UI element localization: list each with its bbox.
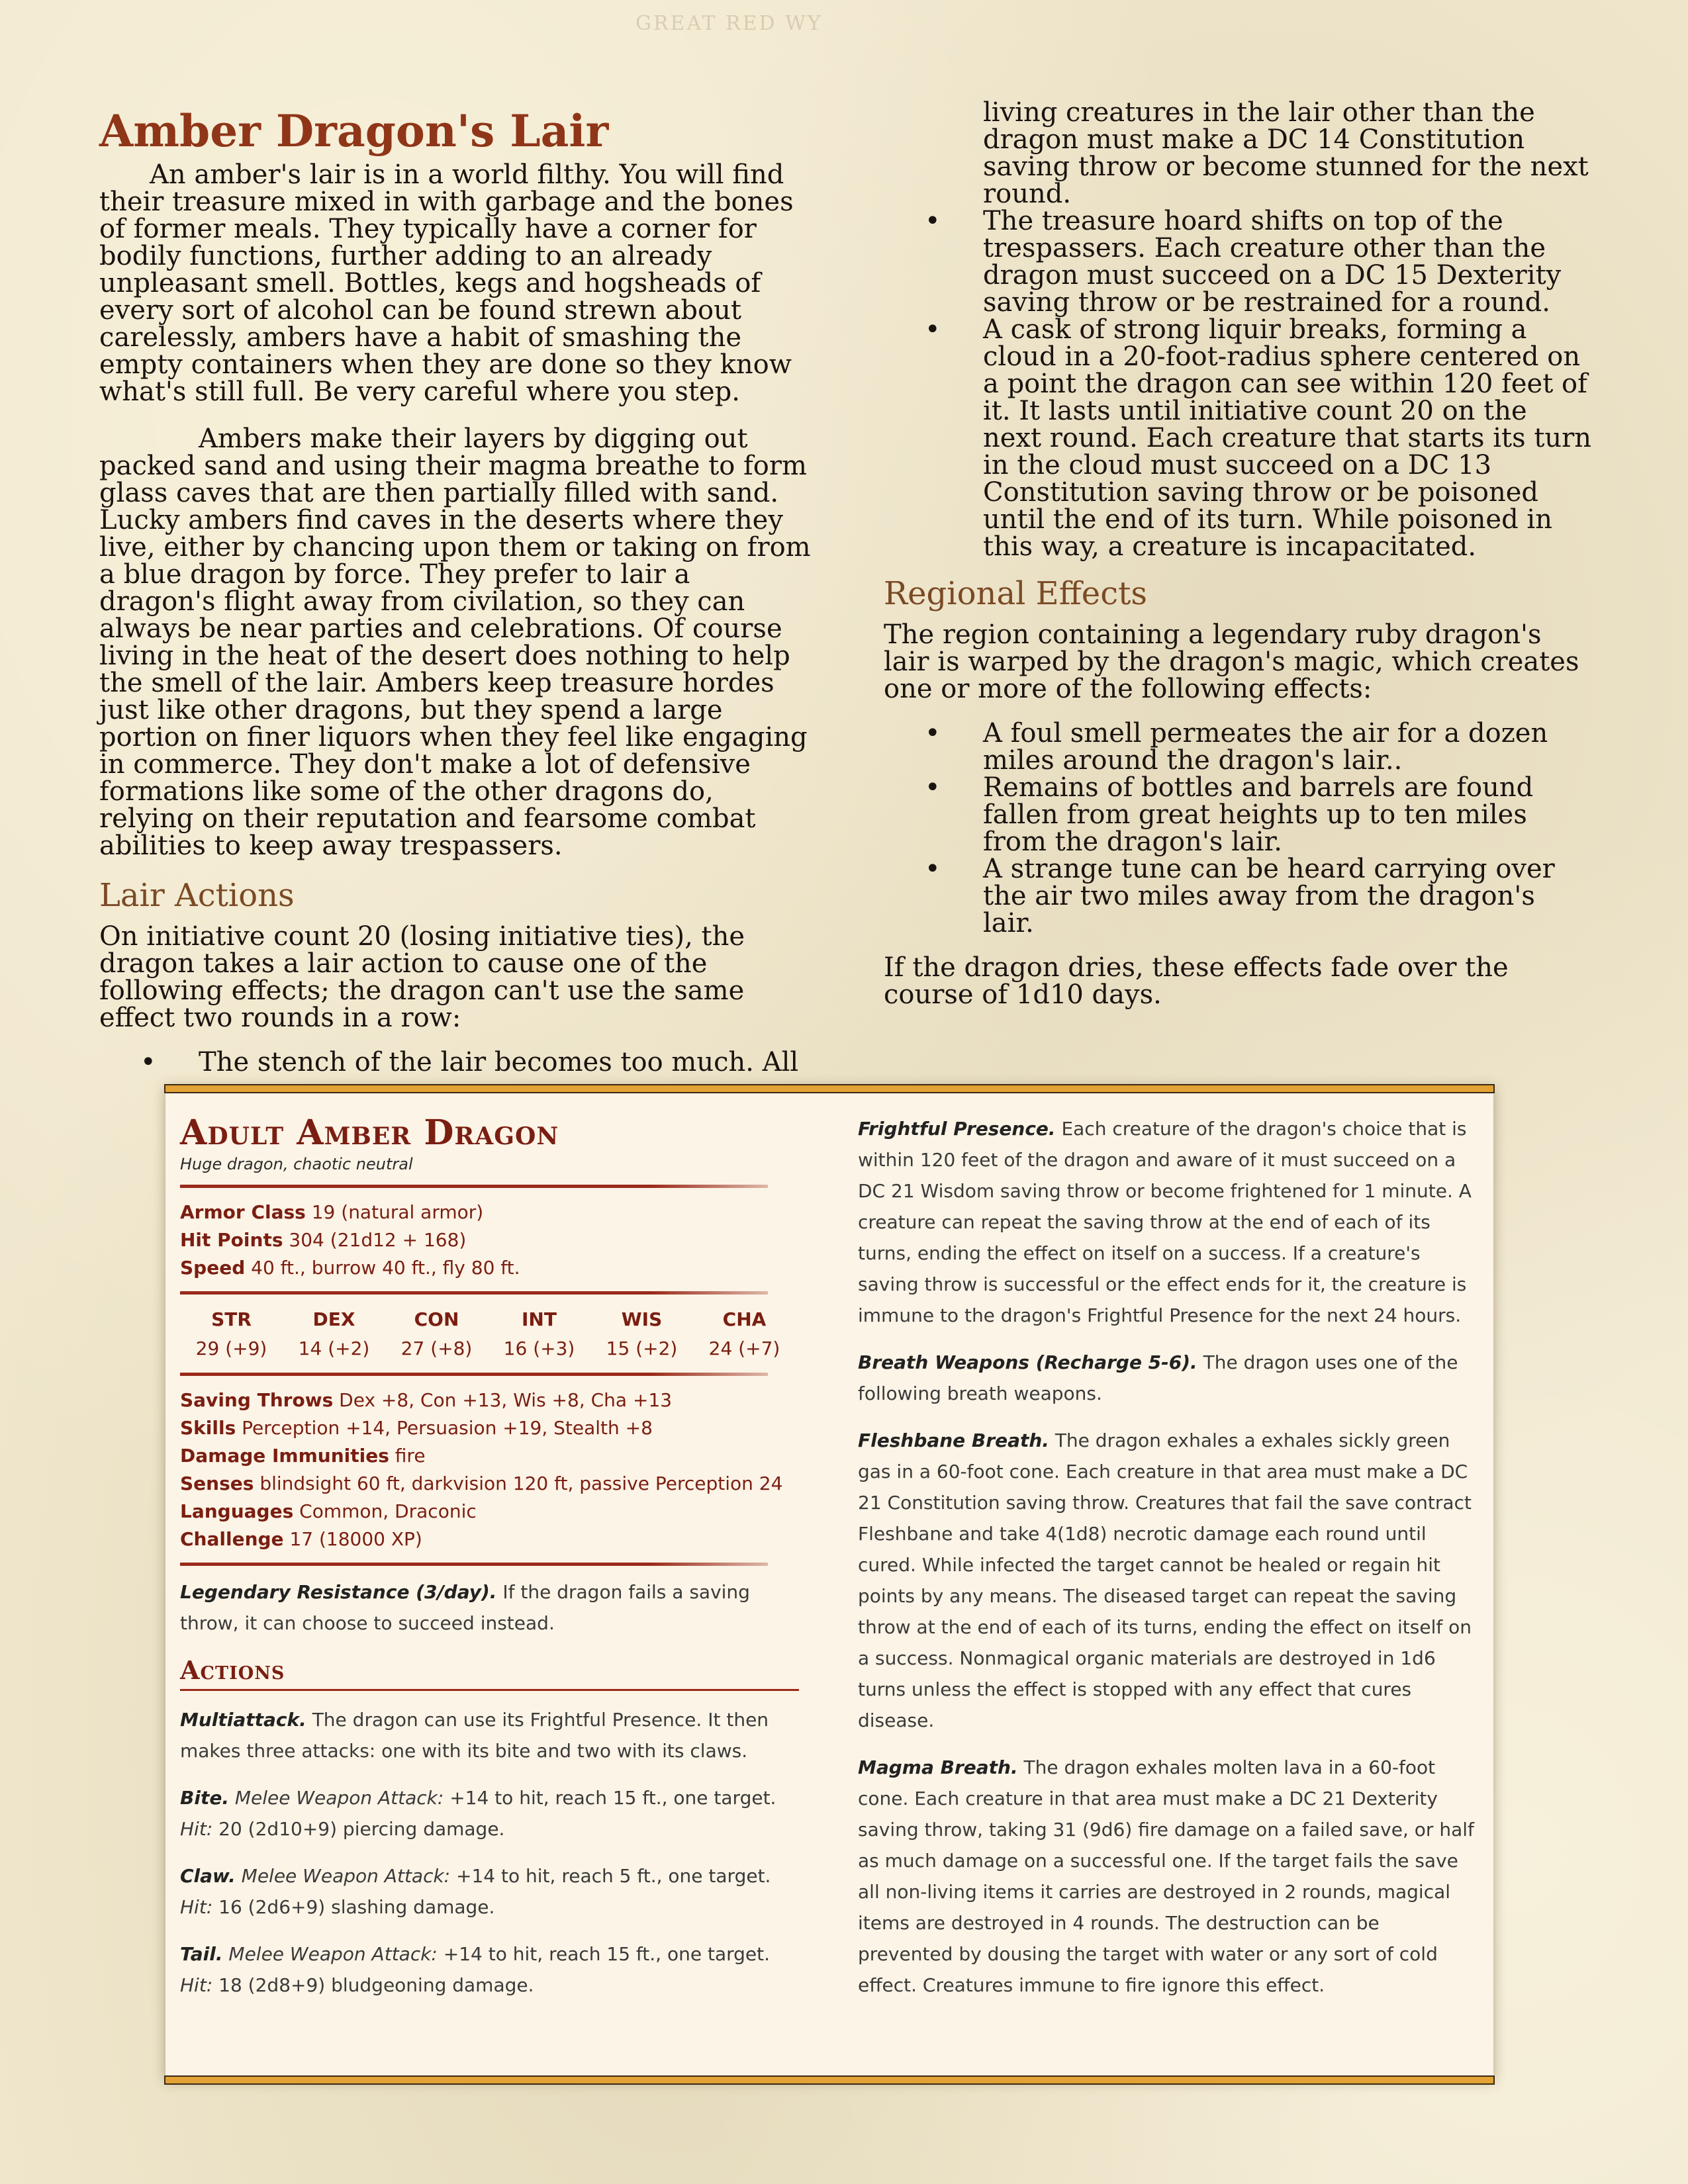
hit-label: Hit: [180,1896,213,1918]
hit-points-label: Hit Points [180,1229,283,1251]
speed-value: 40 ft., burrow 40 ft., fly 80 ft. [251,1257,520,1279]
regional-effects-intro: The region containing a legendary ruby dragon's lair is warped by the dragon's magic, which creates one or more of the following effects: [884,619,1579,704]
action-bite [180,1782,802,1844]
lair-intro-paragraph-2: Ambers make their layers by digging out packed sand and using their magma breathe to form glass caves that are then partially filled with sand. Lucky ambers find caves in the deserts where they live, either by chancing upon them or taking on from a blue dragon by force. They prefer to lair a dragon's flight away from civilation, so they can always be near parties and celebrations. Of course living in the heat of the desert does nothing to help the smell of the lair. Ambers keep treasure hordes just like other dragons, but they spend a large portion on finer liquors when they feel like engaging in commerce. They don't make a lot of defensive formations like some of the other dragons do, relying on their reputation and fearsome combat abilities to keep away trespassers. [99,424,811,861]
ability-score: 16 (+3) [503,1338,575,1359]
challenge-value: 17 (18000 XP) [289,1528,422,1550]
action-multiattack [180,1704,802,1766]
action-breath-weapons [858,1347,1480,1409]
ability-dex [283,1305,385,1363]
attack-text: +14 to hit, reach 15 ft., one target. [437,1943,771,1965]
action-claw [180,1860,802,1923]
damage-immunities [180,1442,802,1470]
regional-effects-heading: Regional Effects [884,575,1148,612]
monster-type: Huge dragon, chaotic neutral [180,1155,413,1173]
action-fleshbane-breath [858,1425,1480,1736]
bullet-icon: • [140,1047,156,1077]
damage-text: 20 (2d10+9) piercing damage. [212,1818,505,1840]
regional-effect-text: Remains of bottles and barrels are found fallen from great heights up to ten miles from the dragon's lair. [983,772,1534,857]
challenge [180,1525,802,1553]
stat-block-bottom-bar [164,2075,1495,2085]
regional-effect-item [884,774,1592,856]
regional-effect-item [884,856,1592,937]
ability-con [385,1305,488,1363]
action-name: Claw. [180,1865,236,1887]
ability-wis [590,1305,693,1363]
action-name: Breath Weapons (Recharge 5-6). [858,1351,1197,1373]
bullet-icon: • [925,206,941,236]
action-magma-breath [858,1752,1480,2001]
lair-intro-paragraph-1: An amber's lair is in a world filthy. You will find their treasure mixed in with garbage and the bones of former meals. They typically have a corner for bodily functions, further adding to an already unpleasant smell. Bottles, kegs and hogsheads of every sort of alcohol can be found strewn about carelessly, ambers have a habit of smashing the empty containers when they are done so they know what's still full. Be very careful where you step. [99,159,794,407]
speed-label: Speed [180,1257,246,1279]
ability-score: 14 (+2) [298,1338,370,1359]
regional-effect-text: A strange tune can be heard carrying over the air two miles away from the dragon's lair. [983,854,1555,938]
bullet-icon: • [925,854,941,884]
armor-class [180,1199,802,1226]
attack-text: +14 to hit, reach 5 ft., one target. [450,1865,771,1887]
lair-action-item [884,316,1592,561]
action-name: Tail. [180,1943,223,1965]
action-text: The dragon uses one of the following breath weapons. [858,1351,1458,1404]
armor-class-label: Armor Class [180,1201,306,1223]
regional-effects-list [884,720,1592,937]
ability-int [488,1305,590,1363]
damage-immunities-label: Damage Immunities [180,1445,389,1467]
lair-actions-list-continued [884,208,1592,561]
speed [180,1254,802,1282]
lair-action-3: A cask of strong liquir breaks, forming a cloud in a 20-foot-radius sphere centered on a point the dragon can see within 120 feet of it. It lasts until initiative count 20 on the next round. Each creature that starts its turn in the cloud must succeed on a DC 13 Constitution saving throw or be poisoned until the end of its turn. While poisoned in this way, a creature is incapacitated. [983,314,1592,562]
legendary-resistance-name: Legendary Resistance (3/day). [180,1581,497,1603]
stat-block-right-column [858,1113,1480,2017]
lair-title: Amber Dragon's Lair [99,105,609,157]
action-name: Magma Breath. [858,1756,1018,1778]
languages-label: Languages [180,1500,294,1522]
skills [180,1414,802,1442]
senses [180,1470,802,1498]
challenge-label: Challenge [180,1528,284,1550]
monster-name: Adult Amber Dragon [180,1113,559,1153]
lair-action-2: The treasure hoard shifts on top of the trespassers. Each creature other than the dragon must succeed on a DC 15 Dexterity saving throw or be restrained for a round. [983,206,1562,318]
skills-label: Skills [180,1417,236,1439]
action-text: Each creature of the dragon's choice that is within 120 feet of the dragon and aware of it must succeed on a DC 21 Wisdom saving throw or become frightened for 1 minute. A creature can repeat the saving throw at the end of each of its turns, ending the effect on itself on a success. If a creature's saving throw is successful or the effect ends for it, the creature is immune to the dragon's Frightful Presence for the next 24 hours. [858,1118,1472,1326]
attack-type: Melee Weapon Attack: [222,1943,438,1965]
ability-name: INT [522,1308,557,1330]
ability-name: WIS [621,1308,663,1330]
saving-throws [180,1387,802,1414]
regional-effect-item [884,720,1592,774]
ability-name: DEX [312,1308,355,1330]
lair-actions-heading: Lair Actions [99,877,295,914]
hit-label: Hit: [180,1974,213,1996]
lair-action-1-start: The stench of the lair becomes too much. All [199,1047,799,1077]
regional-effects-outro: If the dragon dries, these effects fade over the course of 1d10 days. [884,952,1509,1010]
action-name: Multiattack. [180,1709,306,1731]
actions-divider [180,1689,799,1691]
lair-actions-list [99,1049,814,1076]
right-column [884,99,1592,1009]
attack-text: +14 to hit, reach 15 ft., one target. [444,1787,776,1809]
action-text: The dragon can use its Frightful Presence. It then makes three attacks: one with its bite and two with its claws. [180,1709,769,1762]
bullet-icon: • [925,718,941,749]
action-name: Frightful Presence. [858,1118,1056,1140]
damage-immunities-value: fire [395,1445,426,1467]
languages-value: Common, Draconic [299,1500,477,1522]
divider [180,1185,768,1188]
armor-class-value: 19 (natural armor) [311,1201,484,1223]
stat-block [165,1088,1493,2081]
actions-heading: Actions [180,1655,285,1685]
bullet-icon: • [925,772,941,803]
action-tail [180,1938,802,2001]
ability-score: 29 (+9) [195,1338,267,1359]
attack-type: Melee Weapon Attack: [228,1787,444,1809]
action-name: Bite. [180,1787,229,1809]
legendary-resistance-text: If the dragon fails a saving throw, it can choose to succeed instead. [180,1581,750,1634]
attack-type: Melee Weapon Attack: [235,1865,451,1887]
legendary-resistance [180,1576,802,1639]
senses-value: blindsight 60 ft, darkvision 120 ft, passive Perception 24 [259,1473,783,1494]
divider [180,1373,768,1376]
ability-name: CHA [722,1308,767,1330]
stat-block-top-bar [164,1084,1495,1093]
senses-label: Senses [180,1473,254,1494]
ability-str [180,1305,283,1363]
damage-text: 16 (2d6+9) slashing damage. [212,1896,495,1918]
action-name: Fleshbane Breath. [858,1430,1049,1451]
damage-text: 18 (2d8+9) bludgeoning damage. [212,1974,534,1996]
action-frightful-presence [858,1113,1480,1331]
hit-label: Hit: [180,1818,213,1840]
lair-action-item [884,208,1592,316]
divider [180,1291,768,1295]
action-text: The dragon exhales molten lava in a 60-foot cone. Each creature in that area must make a DC 21 Dexterity saving throw, taking 31 (9d6) fire damage on a failed save, or half as much damage on a successful one. If the target fails the save all non-living items it carries are destroyed in 2 rounds, magical items are destroyed in 4 rounds. The destruction can be prevented by dousing the target with water or any sort of cold effect. Creatures immune to fire ignore this effect. [858,1756,1474,1996]
header-watermark: GREAT RED WY [635,12,823,35]
regional-effect-text: A foul smell permeates the air for a dozen miles around the dragon's lair.. [983,718,1548,776]
hit-points [180,1226,802,1254]
action-text: The dragon exhales a exhales sickly green gas in a 60-foot cone. Each creature in that area must make a DC 21 Constitution saving throw. Creatures that fail the save contract Fleshbane and take 4(1d8) necrotic damage each round until cured. While infected the target cannot be healed or regain hit points by any means. The diseased target can repeat the saving throw at the end of each of its turns, ending the effect on itself on a success. Nonmagical organic materials are destroyed in 1d6 turns unless the effect is stopped with any effect that cures disease. [858,1430,1472,1731]
lair-action-item [99,1049,814,1076]
hit-points-value: 304 (21d12 + 168) [289,1229,467,1251]
saving-throws-value: Dex +8, Con +13, Wis +8, Cha +13 [339,1389,673,1411]
ability-cha [693,1305,796,1363]
stat-block-left-column [180,1113,802,2017]
saving-throws-label: Saving Throws [180,1389,334,1411]
languages [180,1498,802,1525]
bullet-icon: • [925,314,941,345]
ability-score: 27 (+8) [400,1338,473,1359]
ability-name: STR [211,1308,252,1330]
divider [180,1563,768,1566]
ability-scores [180,1305,796,1363]
left-column [99,99,814,1076]
lair-action-1-continuation: living creatures in the lair other than the dragon must make a DC 14 Constitution saving throw or become stunned for the next round. [983,97,1589,209]
lair-actions-intro: On initiative count 20 (losing initiative ties), the dragon takes a lair action to cause one of the following effects; the dragon can't use the same effect two rounds in a row: [99,921,745,1033]
ability-score: 24 (+7) [708,1338,780,1359]
skills-value: Perception +14, Persuasion +19, Stealth +8 [242,1417,653,1439]
ability-name: CON [414,1308,459,1330]
ability-score: 15 (+2) [606,1338,678,1359]
